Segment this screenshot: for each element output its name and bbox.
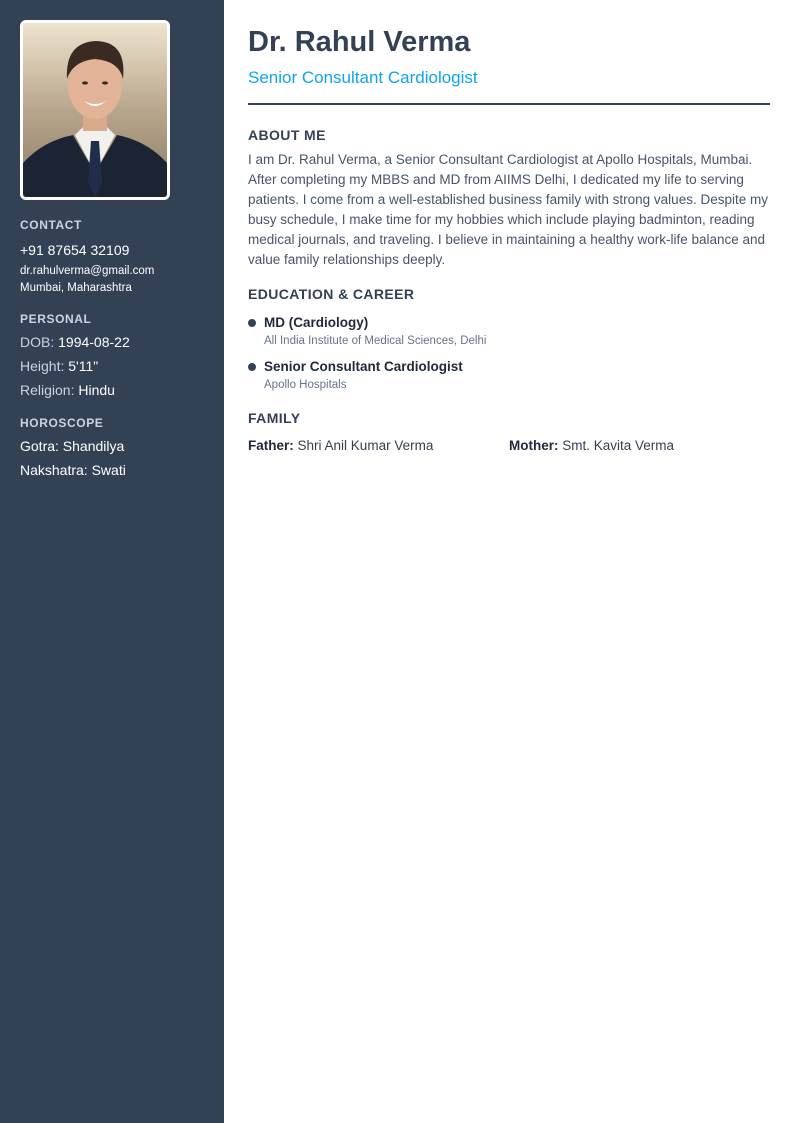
location: Mumbai, Maharashtra <box>20 282 132 294</box>
contact-heading: CONTACT <box>20 218 82 232</box>
family-row <box>248 438 770 453</box>
personal-heading: PERSONAL <box>20 312 92 326</box>
education-title: MD (Cardiology) <box>264 315 369 330</box>
dob-value: 1994-08-22 <box>58 334 130 350</box>
personal-section <box>20 312 204 398</box>
father-name: Shri Anil Kumar Verma <box>297 438 434 453</box>
about-heading: ABOUT ME <box>248 127 326 143</box>
mother-field <box>509 438 770 453</box>
dob-label: DOB: <box>20 334 55 350</box>
bullet-icon <box>248 319 256 327</box>
family-section <box>248 410 770 453</box>
dob-field <box>20 334 204 350</box>
profile-photo <box>20 20 170 200</box>
portrait-image <box>23 23 167 197</box>
bullet-icon <box>248 363 256 371</box>
mother-label: Mother: <box>509 438 559 453</box>
main-content <box>248 0 770 453</box>
height-label: Height: <box>20 358 65 374</box>
phone-number[interactable]: +91 87654 32109 <box>20 242 130 258</box>
height-field <box>20 358 204 374</box>
profile-title: Senior Consultant Cardiologist <box>248 68 478 87</box>
education-section <box>248 286 770 392</box>
horoscope-section <box>20 416 204 478</box>
email-address[interactable]: dr.rahulverma@gmail.com <box>20 265 155 277</box>
religion-label: Religion: <box>20 382 75 398</box>
education-title: Senior Consultant Cardiologist <box>264 359 463 374</box>
education-item <box>248 358 770 392</box>
education-item <box>248 314 770 348</box>
about-text: I am Dr. Rahul Verma, a Senior Consultant Cardiologist at Apollo Hospitals, Mumbai. After completing my MBBS and MD from AIIMS Delhi, I dedicated my life to serving patients. I come from a well-established business family with strong values. Despite my busy schedule, I make time for my hobbies which include playing badminton, reading medical journals, and traveling. I believe in maintaining a healthy work-life balance and value family relationships deeply. <box>248 152 768 267</box>
father-label: Father: <box>248 438 294 453</box>
horoscope-heading: HOROSCOPE <box>20 416 104 430</box>
header-divider <box>248 103 770 105</box>
mother-name: Smt. Kavita Verma <box>562 438 675 453</box>
height-value: 5'11" <box>68 358 99 374</box>
sidebar <box>0 0 224 1123</box>
about-section <box>248 127 770 270</box>
gotra: Gotra: Shandilya <box>20 438 125 454</box>
education-subtitle: All India Institute of Medical Sciences, Delhi <box>264 335 487 347</box>
family-heading: FAMILY <box>248 410 301 426</box>
profile-name: Dr. Rahul Verma <box>248 26 471 58</box>
contact-section <box>20 218 204 294</box>
education-heading: EDUCATION & CAREER <box>248 286 415 302</box>
education-subtitle: Apollo Hospitals <box>264 379 347 391</box>
nakshatra: Nakshatra: Swati <box>20 462 126 478</box>
religion-value: Hindu <box>78 382 115 398</box>
religion-field <box>20 382 204 398</box>
father-field <box>248 438 509 453</box>
